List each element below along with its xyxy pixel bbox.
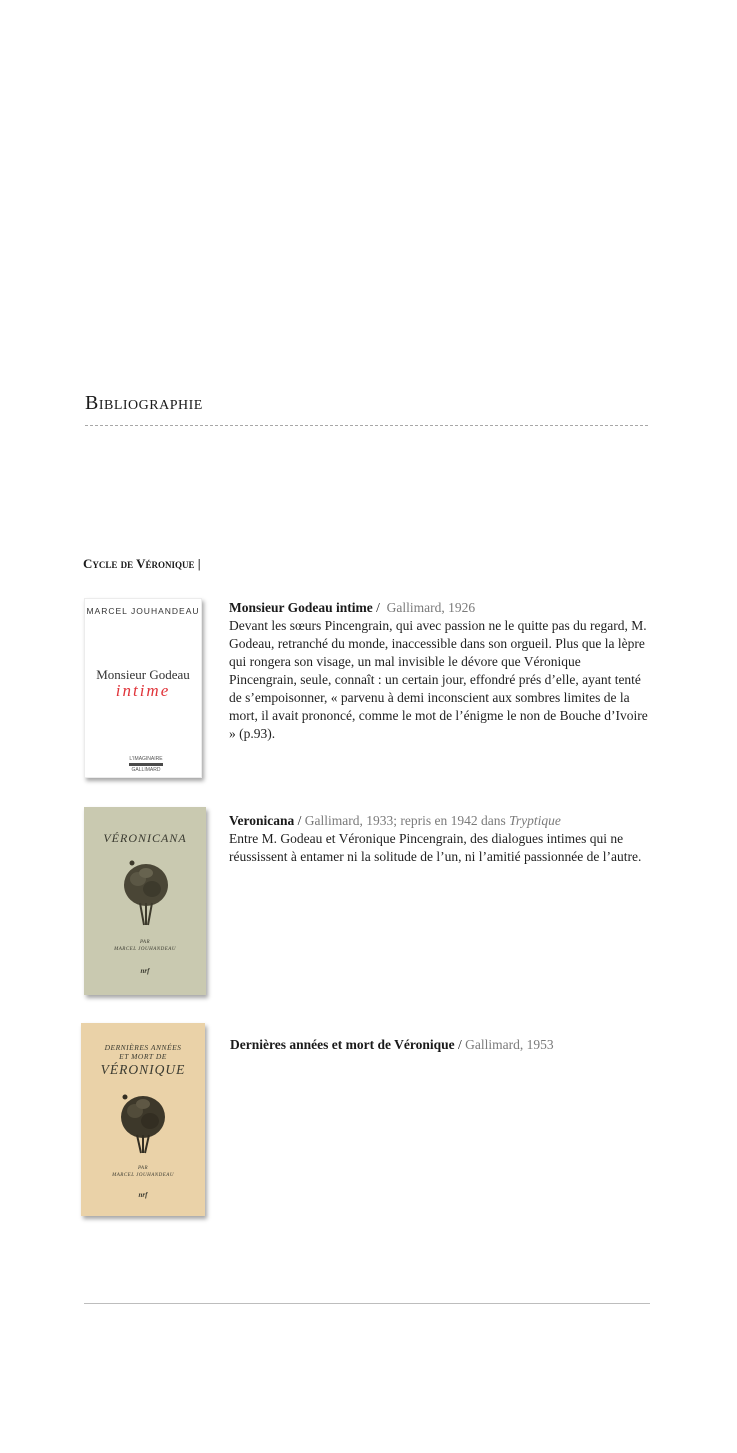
book-title: Veronicana bbox=[229, 813, 295, 828]
cover-title: VÉRONICANA bbox=[103, 831, 187, 845]
cover-title: VÉRONIQUE bbox=[100, 1062, 186, 1077]
nrf-logo: nrf bbox=[140, 967, 150, 975]
title-separator: / bbox=[457, 1037, 462, 1052]
bouquet-illustration-icon bbox=[117, 1091, 169, 1157]
book-publisher: Gallimard, 1953 bbox=[465, 1037, 554, 1052]
book-title: Dernières années et mort de Véronique bbox=[230, 1037, 455, 1052]
book-cover-image[interactable] bbox=[84, 598, 202, 778]
book-details bbox=[229, 599, 649, 743]
nrf-logo: nrf bbox=[138, 1191, 148, 1199]
cover-par: PAR bbox=[137, 1166, 149, 1171]
book-publisher: Gallimard, 1933; repris en 1942 dans bbox=[304, 813, 506, 828]
cover-title: Monsieur Godeau bbox=[96, 667, 190, 682]
book-description: Devant les sœurs Pincengrain, qui avec passion ne le quitte pas du regard, M. Godeau, retranché du monde, inaccessible dans son orgueil. Plus que la lèpre qui rongera son visage, un mal invisible le dévore que Véronique Pincengrain, seule, connaît : un certain jour, effondré prés d’elle, ayant tenté de s’empoisonner, « parvenu à demi inconscient aux sombres limites de la mort, il avait prononcé, comme le mot de l’énigme le non de Bouche d’Ivoire » (p.93). bbox=[229, 618, 648, 741]
cover-author: MARCEL JOUHANDEAU bbox=[112, 1173, 174, 1178]
cover-subtitle: intime bbox=[115, 681, 171, 700]
footer-divider bbox=[84, 1303, 650, 1304]
title-separator: / bbox=[297, 813, 302, 828]
cover-pretitle-2: ET MORT DE bbox=[119, 1052, 167, 1061]
book-publisher-collection: Tryptique bbox=[509, 813, 561, 828]
book-publisher: Gallimard, 1926 bbox=[386, 600, 476, 615]
book-details bbox=[230, 1036, 650, 1054]
book-details bbox=[229, 812, 649, 866]
heading-divider bbox=[85, 425, 648, 426]
book-title: Monsieur Godeau intime bbox=[229, 600, 373, 615]
bouquet-illustration-icon bbox=[120, 859, 172, 929]
book-description: Entre M. Godeau et Véronique Pincengrain, des dialogues intimes qui ne réussissent à entamer ni la solitude de l’un, ni l’amitié passionnée de l’autre. bbox=[229, 831, 642, 864]
series-logo-bottom: GALLIMARD bbox=[131, 767, 161, 773]
series-logo-bar bbox=[129, 763, 163, 766]
book-cover-image[interactable] bbox=[84, 807, 206, 995]
series-logo-top: L'IMAGINAIRE bbox=[129, 756, 163, 762]
cover-author: MARCEL JOUHANDEAU bbox=[86, 606, 200, 616]
cover-par: PAR bbox=[139, 940, 151, 945]
cycle-title: Cycle de Véronique | bbox=[83, 556, 201, 571]
section-heading: Bibliographie bbox=[85, 392, 203, 414]
series-logo bbox=[129, 756, 163, 773]
cover-author: MARCEL JOUHANDEAU bbox=[114, 947, 176, 952]
cover-pretitle-1: DERNIÈRES ANNÉES bbox=[104, 1043, 182, 1052]
title-separator: / bbox=[376, 600, 380, 615]
book-cover-image[interactable] bbox=[81, 1023, 205, 1216]
